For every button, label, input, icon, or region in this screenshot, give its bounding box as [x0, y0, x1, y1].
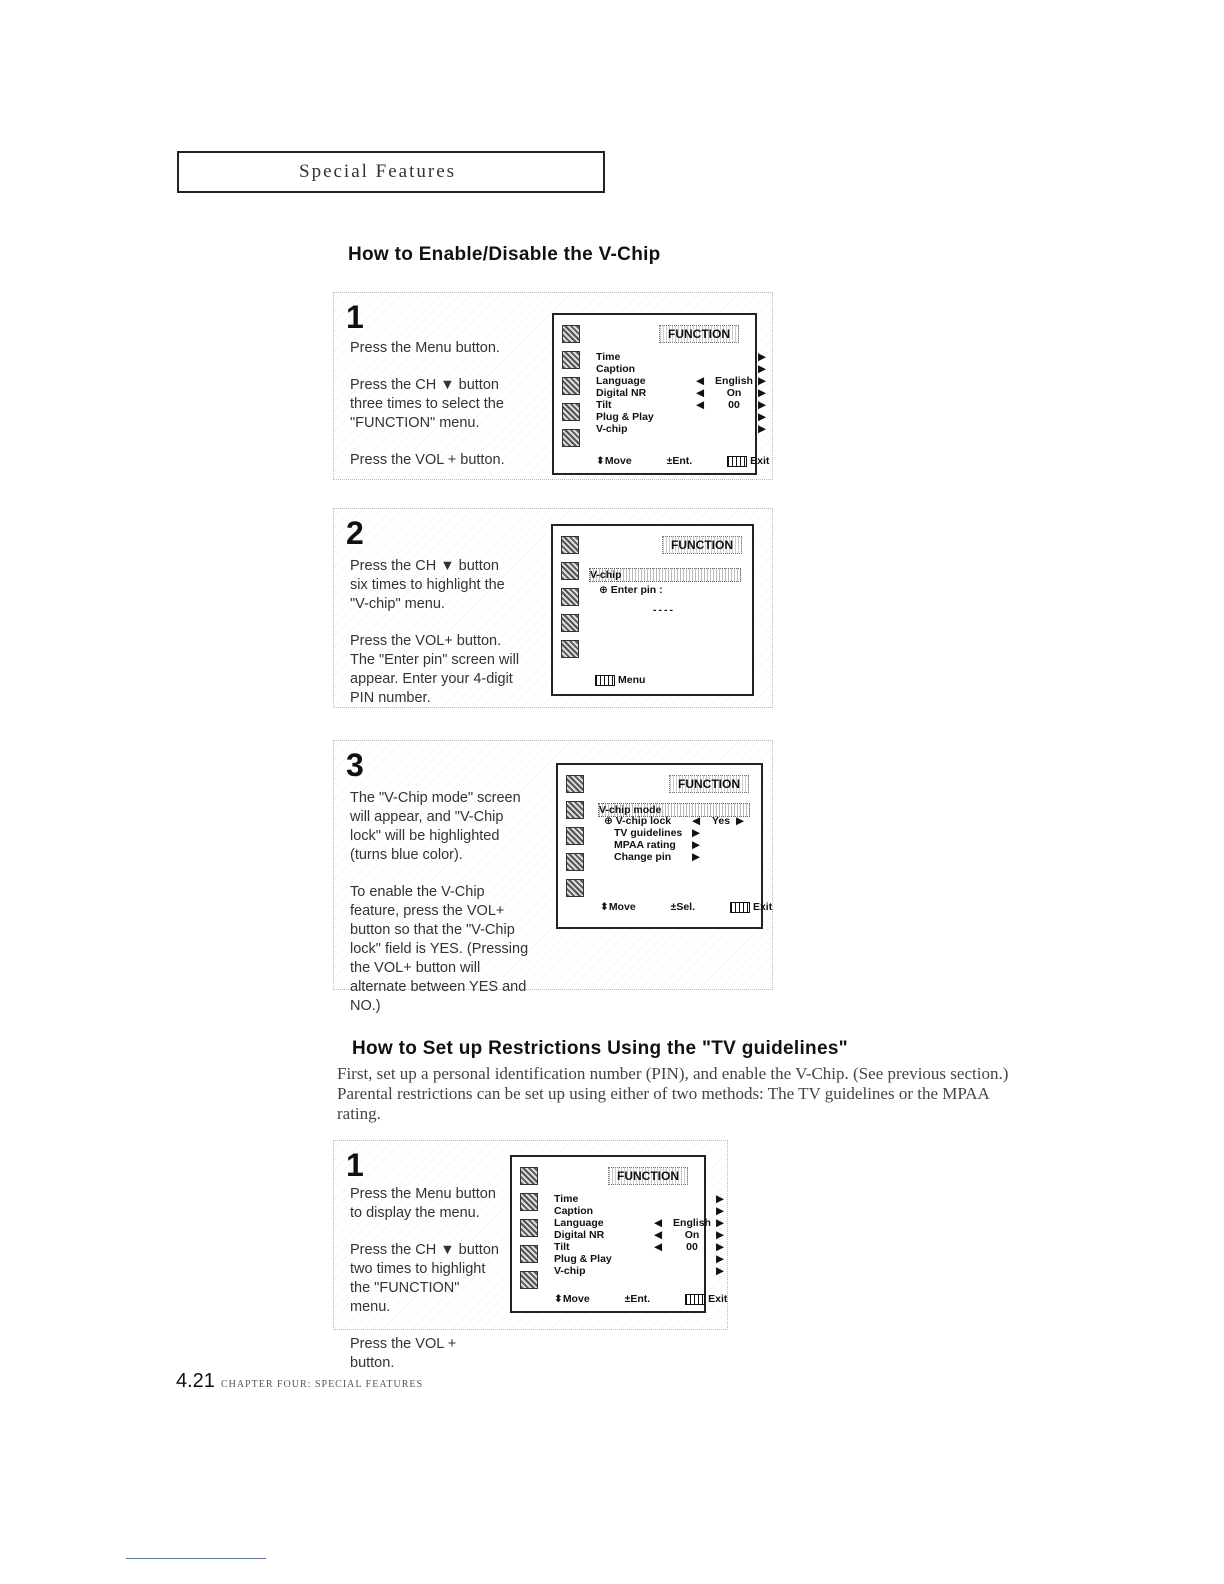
- function-icon: [562, 403, 580, 421]
- heading-enable-vchip: How to Enable/Disable the V-Chip: [348, 244, 661, 265]
- step-instructions: [350, 1185, 500, 1391]
- menu-row-language: Language ◀ English ▶: [554, 1217, 725, 1229]
- step-number: 1: [346, 299, 364, 335]
- step-instructions: [350, 339, 510, 488]
- menu-row-language: Language ◀ English ▶: [596, 375, 767, 387]
- tv-screen-vchip-mode: [556, 763, 773, 929]
- screen-title: FUNCTION: [662, 536, 742, 554]
- step-instructions: [350, 789, 535, 1034]
- setup-icon: [520, 1271, 538, 1289]
- menu-row-caption: Caption ▶: [554, 1205, 725, 1217]
- screen-title: FUNCTION: [669, 775, 749, 793]
- step-number: 2: [346, 515, 364, 551]
- step-1-tv-guidelines-panel: [333, 1140, 728, 1371]
- intro-paragraph: First, set up a personal identification number (PIN), and enable the V-Chip. (See previous section.) Parental restrictions can be set up using either of two methods: The TV guidelines or the MPAA rating.: [337, 1064, 1009, 1123]
- channel-icon: [562, 377, 580, 395]
- function-icon: [520, 1245, 538, 1263]
- channel-icon: [520, 1219, 538, 1237]
- picture-icon: [566, 775, 584, 793]
- menu-icon-column: [520, 1167, 540, 1297]
- menu-row-vchip-lock: ⊕ V-chip lock ◀ Yes ▶: [604, 815, 745, 827]
- step-instructions: [350, 557, 520, 726]
- screen-footer: ⬍Move ±Sel. Exit: [600, 901, 773, 913]
- highlight-vchip: V-chip: [589, 568, 741, 582]
- enter-pin-label: ⊕ Enter pin :: [599, 584, 663, 596]
- channel-icon: [561, 588, 579, 606]
- instruction: Press the VOL + button.: [350, 1336, 457, 1371]
- setup-icon: [562, 429, 580, 447]
- picture-icon: [561, 536, 579, 554]
- menu-icon-column: [562, 325, 582, 455]
- picture-icon: [520, 1167, 538, 1185]
- pin-value: ----: [653, 604, 675, 616]
- tv-screen-function-menu: [552, 313, 770, 475]
- instruction: To enable the V-Chip feature, press the VOL+ button so that the "V-Chip lock" field is YES. (Pressing the VOL+ button will alternate between YES and NO.): [350, 884, 529, 1014]
- setup-icon: [566, 879, 584, 897]
- instruction: Press the CH ▼ button two times to highlight the "FUNCTION" menu.: [350, 1242, 499, 1315]
- menu-row-vchip: V-chip ▶: [596, 423, 767, 435]
- menu-row-tilt: Tilt ◀ 00 ▶: [554, 1241, 725, 1253]
- menu-row-caption: Caption ▶: [596, 363, 767, 375]
- instruction: Press the Menu button.: [350, 340, 500, 356]
- page-footer: [176, 1370, 423, 1393]
- instruction: Press the VOL+ button. The "Enter pin" screen will appear. Enter your 4-digit PIN number.: [350, 633, 520, 706]
- menu-row-digital-nr: Digital NR ◀ On ▶: [554, 1229, 725, 1241]
- instruction: Press the VOL + button.: [350, 452, 505, 468]
- picture-icon: [562, 325, 580, 343]
- step-1-panel: [333, 292, 773, 480]
- screen-footer: Menu: [595, 674, 677, 686]
- step-number: 3: [346, 747, 364, 783]
- sound-icon: [520, 1193, 538, 1211]
- menu-row-vchip: V-chip ▶: [554, 1265, 725, 1277]
- step-2-panel: [333, 508, 773, 708]
- screen-title: FUNCTION: [608, 1167, 688, 1185]
- function-icon: [566, 853, 584, 871]
- function-icon: [561, 614, 579, 632]
- instruction: Press the CH ▼ button six times to highlight the "V-chip" menu.: [350, 558, 505, 612]
- sound-icon: [561, 562, 579, 580]
- instruction: The "V-Chip mode" screen will appear, and "V-Chip lock" will be highlighted (turns blue color).: [350, 790, 521, 863]
- menu-row-change-pin: Change pin ▶: [614, 851, 701, 863]
- menu-row-tilt: Tilt ◀ 00 ▶: [596, 399, 767, 411]
- chapter-label: CHAPTER FOUR: SPECIAL FEATURES: [220, 1379, 424, 1390]
- menu-row-digital-nr: Digital NR ◀ On ▶: [596, 387, 767, 399]
- heading-tv-guidelines: How to Set up Restrictions Using the "TV guidelines": [352, 1038, 848, 1059]
- menu-row-tv-guidelines: TV guidelines ▶: [614, 827, 701, 839]
- tv-screen-function-menu: [510, 1155, 728, 1313]
- screen-footer: ⬍Move ±Ent. Exit: [596, 455, 770, 467]
- highlight-vchip-mode: V-chip mode: [598, 803, 750, 817]
- screen-title: FUNCTION: [659, 325, 739, 343]
- step-3-panel: [333, 740, 773, 1014]
- menu-row-time: Time ▶: [554, 1193, 725, 1205]
- instruction: Press the Menu button to display the menu.: [350, 1186, 496, 1221]
- step-number: 1: [346, 1147, 364, 1183]
- menu-row-time: Time ▶: [596, 351, 767, 363]
- tv-screen-enter-pin: [551, 524, 754, 696]
- page-number: 4.21: [176, 1370, 215, 1392]
- menu-icon-column: [561, 536, 581, 666]
- menu-row-plug-play: Plug & Play ▶: [596, 411, 767, 423]
- section-header-title: Special Features: [299, 161, 457, 182]
- screen-footer: ⬍Move ±Ent. Exit: [554, 1293, 728, 1305]
- sound-icon: [566, 801, 584, 819]
- sound-icon: [562, 351, 580, 369]
- bottom-rule: [126, 1558, 266, 1559]
- instruction: Press the CH ▼ button three times to select the "FUNCTION" menu.: [350, 377, 504, 431]
- setup-icon: [561, 640, 579, 658]
- section-header: [177, 151, 605, 193]
- menu-row-mpaa-rating: MPAA rating ▶: [614, 839, 701, 851]
- channel-icon: [566, 827, 584, 845]
- menu-row-plug-play: Plug & Play ▶: [554, 1253, 725, 1265]
- menu-icon-column: [566, 775, 586, 905]
